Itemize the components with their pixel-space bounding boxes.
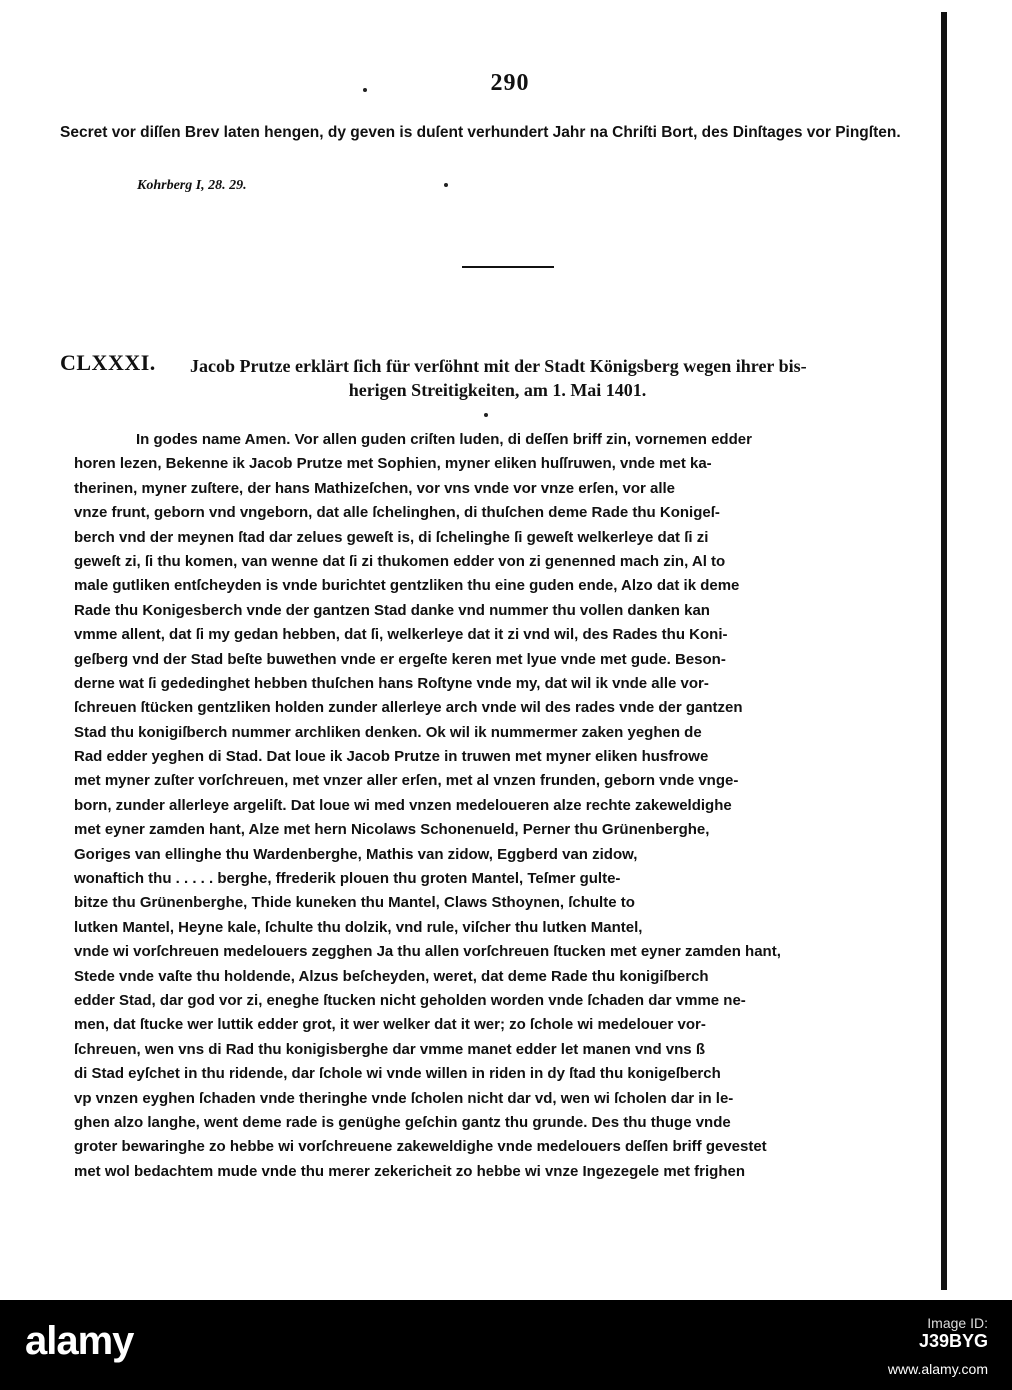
section-divider <box>462 266 554 268</box>
body-line: derne wat ſi gededinghet hebben thuſchen hans Roſtyne vnde my, dat wil ik vnde alle vor- <box>74 674 709 692</box>
body-line: met wol bedachtem mude vnde thu merer zekericheit zo hebbe wi vnze Ingezegele met frighen <box>74 1162 745 1180</box>
body-line: geweſt zi, ſi thu komen, van wenne dat ſi zi thukomen edder von zi genenned mach zin, Al to <box>74 552 726 570</box>
speck-mark <box>444 183 448 187</box>
previous-document-closing: Secret vor diſſen Brev laten hengen, dy geven is duſent verhundert Jahr na Chriſti Bort, des Dinſtages vor Pingſten. <box>60 124 901 141</box>
body-line: di Stad eyſchet in thu ridende, dar ſchole wi vnde willen in riden in dy ſtad thu konigeſberch <box>74 1065 721 1083</box>
image-id-value: J39BYG <box>918 1331 988 1351</box>
body-line: met eyner zamden hant, Alze met hern Nicolaws Schonenueld, Perner thu Grünenberghe, <box>74 821 710 839</box>
body-line: Stad thu konigiſberch nummer archliken denken. Ok wil ik nummermer zaken yeghen de <box>74 723 702 741</box>
image-id-label: Image ID: <box>927 1315 988 1331</box>
image-id-block <box>919 1315 988 1352</box>
body-line: Rade thu Konigesberch vnde der gantzen Stad danke vnd nummer thu vollen danken kan <box>74 601 710 619</box>
page-edge-rule <box>941 12 947 1290</box>
body-line: male gutliken entſcheyden is vnde burichtet gentzliken thu eine guden ende, Alzo dat ik deme <box>74 577 740 595</box>
heading-title-line: Jacob Prutze erklärt ſich für verſöhnt mit der Stadt Königsberg wegen ihrer bis- <box>190 356 807 376</box>
body-line: Stede vnde vaſte thu holdende, Alzus beſcheyden, weret, dat deme Rade thu konigiſberch <box>74 967 709 985</box>
document-body <box>74 428 936 1184</box>
site-url-link[interactable]: www.alamy.com <box>887 1361 988 1377</box>
body-line: men, dat ſtucke wer luttik edder grot, it wer welker dat it wer; zo ſchole wi medelouer vor- <box>74 1016 706 1034</box>
body-line: Rad edder yeghen di Stad. Dat loue ik Jacob Prutze in truwen met myner eliken husfrowe <box>74 748 709 766</box>
document-numeral: CLXXXI. <box>60 350 156 375</box>
body-line: Goriges van ellinghe thu Wardenberghe, Mathis van zidow, Eggberd van zidow, <box>74 845 638 863</box>
body-line: bitze thu Grünenberghe, Thide kuneken thu Mantel, Claws Sthoynen, ſchulte to <box>74 894 635 912</box>
page-number: 290 <box>490 70 530 96</box>
heading-title-line: herigen Streitigkeiten, am 1. Mai 1401. <box>348 380 647 400</box>
body-line: horen lezen, Bekenne ik Jacob Prutze met Sophien, myner eliken huſſruwen, vnde met ka- <box>74 455 712 473</box>
body-line: lutken Mantel, Heyne kale, ſchulte thu dolzik, vnd rule, viſcher thu lutken Mantel, <box>74 918 643 936</box>
body-line: ſchreuen, wen vns di Rad thu konigisberghe dar vmme manet edder let manen vnd vns ß <box>74 1040 705 1058</box>
body-line: therinen, myner zuſtere, der hans Mathizeſchen, vor vns vnde vor vnze erſen, vor alle <box>74 479 676 497</box>
body-line: met myner zuſter vorſchreuen, met vnzer aller erſen, met al vnzen frunden, geborn vnde vnge- <box>74 772 739 790</box>
body-line: vmme allent, dat ſi my gedan hebben, dat ſi, welkerleye dat it zi vnd wil, des Rades thu Koni- <box>74 626 728 644</box>
body-line: berch vnd der meynen ſtad dar zelues geweſt is, di ſchelinghe ſi geweſt welkerleye dat ſi zi <box>74 528 709 546</box>
speck-mark <box>484 413 488 417</box>
body-line: vnde wi vorſchreuen medelouers zegghen Ja thu allen vorſchreuen ſtucken met eyner zamden hant, <box>74 943 781 961</box>
body-line: born, zunder allerleye argeliſt. Dat loue wi med vnzen medeloueren alze rechte zakeweldighe <box>74 796 732 814</box>
speck-mark <box>363 88 367 92</box>
body-line: wonaftich thu . . . . . berghe, ffrederik plouen thu groten Mantel, Teſmer gulte- <box>74 870 621 888</box>
body-line: vp vnzen eyghen ſchaden vnde theringhe vnde ſcholen nicht dar vd, wen wi ſcholen dar in le- <box>74 1089 734 1107</box>
brand-logo[interactable]: alamy <box>25 1319 134 1363</box>
body-line: edder Stad, dar god vor zi, eneghe ſtucken nicht geholden worden vnde ſchaden dar vmme ne- <box>74 991 746 1009</box>
body-line: ghen alzo langhe, went deme rade is genüghe geſchin gantz thu grunde. Des thu thuge vnde <box>74 1113 731 1131</box>
body-line: In godes name Amen. Vor allen guden criſten luden, di deſſen briff zin, vornemen edder <box>136 431 752 448</box>
previous-document-source: Kohrberg I, 28. 29. <box>137 178 247 193</box>
body-line: ſchreuen ſtücken gentzliken holden zunder allerleye arch vnde wil des rades vnde der gantzen <box>74 699 743 717</box>
body-line: vnze frunt, geborn vnd vngeborn, dat alle ſchelinghen, di thuſchen deme Rade thu Konigeſ- <box>74 504 720 522</box>
body-line: geſberg vnd der Stad beſte buwethen vnde er ergeſte keren met lyue vnde met gude. Beson- <box>74 650 726 668</box>
watermark-footer <box>0 1300 1012 1390</box>
body-line: groter bewaringhe zo hebbe wi vorſchreuene zakeweldighe vnde medelouers deſſen briff gevestet <box>74 1138 767 1156</box>
